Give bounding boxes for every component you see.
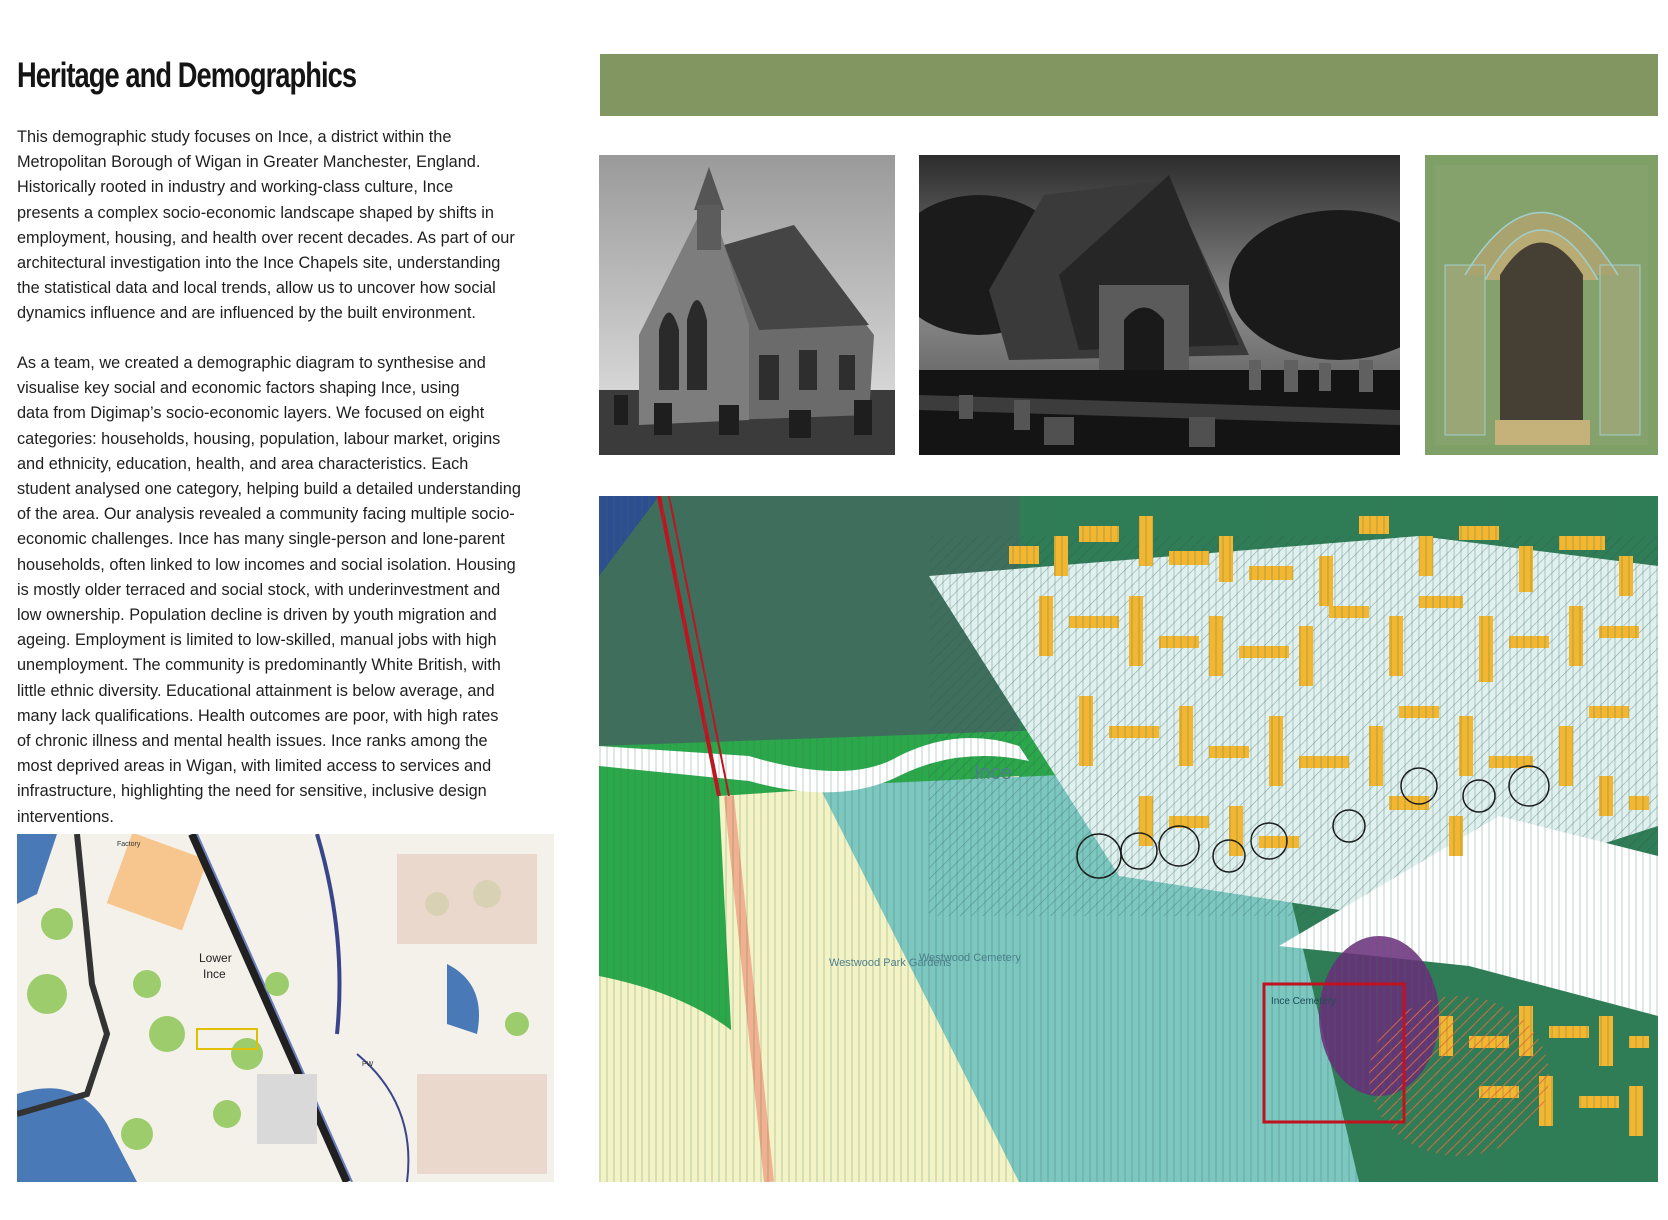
map-label-ince-big: Ince: [974, 762, 1012, 784]
map-label-factory: Factory: [117, 841, 141, 848]
map-label-pw: PW: [362, 1061, 374, 1068]
intro-paragraph: This demographic study focuses on Ince, a district within the Metropolitan Borough of Wigan in Greater Manchester, England. Historically rooted in industry and working-class culture, Ince presents a complex socio-economic landscape shaped by shifts in employment, housing, and health over recent decades. As part of our architectural investigation into the Ince Chapels site, understanding the statistical data and local trends, allow us to uncover how social dynamics influence and are influenced by the built environment.: [17, 128, 515, 323]
map-label-park: Westwood Park Gardens: [829, 957, 952, 969]
chapel-photo-1: [599, 155, 895, 455]
map-label-ince-cemetery: Ince Cemetery: [1271, 996, 1337, 1007]
accent-banner: [600, 54, 1658, 116]
page-title: Heritage and Demographics: [17, 56, 357, 95]
chapel-photo-2: [919, 155, 1400, 455]
map-label-ince: Ince: [203, 967, 226, 981]
analysis-paragraph: As a team, we created a demographic diagram to synthesise and visualise key social and economic factors shaping Ince, using data from Digimap’s socio-economic layers. We focused on eight categories: households, housing, population, labour market, origins and ethnicity, education, health, and area characteristics. Each student analysed one category, helping build a detailed understanding of the area. Our analysis revealed a community facing multiple socio- economic challenges. Ince has many single-person and lone-parent households, often linked to low incomes and social isolation. Housing is mostly older terraced and social stock, with underinvestment and low ownership. Population decline is driven by youth migration and ageing. Employment is limited to low-skilled, manual jobs with high unemployment. The community is predominantly White British, with little ethnic diversity. Educational attainment is below average, and many lack qualifications. Health outcomes are poor, with high rates of chronic illness and mental health issues. Ince ranks among the most deprived areas in Wigan, with limited access to services and infrastructure, highlighting the need for sensitive, inclusive design interventions.: [17, 354, 521, 826]
map-label-lower: Lower: [199, 951, 232, 965]
map-label-cemetery: Westwood Cemetery: [919, 952, 1021, 964]
location-map: [17, 834, 554, 1182]
demographic-diagram: [599, 496, 1658, 1182]
doorway-drawing: [1425, 155, 1658, 455]
